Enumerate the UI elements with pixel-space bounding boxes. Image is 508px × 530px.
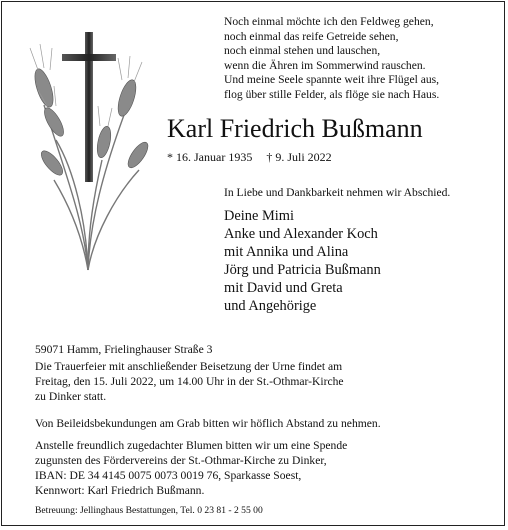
notice-line: zu Dinker statt. <box>35 390 107 403</box>
funeral-notice <box>35 359 344 404</box>
cross-with-wheat-icon <box>24 20 159 285</box>
notice-line: Die Trauerfeier mit anschließender Beisetzung der Urne findet am <box>35 360 343 373</box>
death-date: † 9. Juli 2022 <box>266 150 332 164</box>
notice-line: Kennwort: Karl Friedrich Bußmann. <box>35 484 205 497</box>
notice-line: Freitag, den 15. Juli 2022, um 14.00 Uhr in der St.-Othmar-Kirche <box>35 375 344 388</box>
mourner-line: mit David und Greta <box>224 280 343 296</box>
mourner-line: Anke und Alexander Koch <box>224 226 378 242</box>
deceased-name: Karl Friedrich Bußmann <box>167 114 423 143</box>
address: 59071 Hamm, Frielinghauser Straße 3 <box>35 343 213 356</box>
mourners-list <box>224 207 381 315</box>
poem-line: wenn die Ähren im Sommerwind rauschen. <box>224 58 426 72</box>
mourner-line: und Angehörige <box>224 298 317 314</box>
poem-line: noch einmal stehen und lauschen, <box>224 44 381 58</box>
mourner-line: Jörg und Patricia Bußmann <box>224 262 381 278</box>
poem-line: flog über stille Felder, als flöge sie nach Haus. <box>224 87 440 101</box>
poem-line: Und meine Seele spannte weit ihre Flügel aus, <box>224 73 440 87</box>
mourner-line: mit Annika und Alina <box>224 244 349 260</box>
obituary-card <box>1 1 505 526</box>
condolence-notice <box>35 416 381 431</box>
poem <box>224 15 439 103</box>
poem-line: noch einmal das reife Getreide sehen, <box>224 29 399 43</box>
funeral-service-info: Betreuung: Jellinghaus Bestattungen, Tel. 0 23 81 - 2 55 00 <box>35 505 263 516</box>
life-dates <box>167 150 346 165</box>
notice-line: zugunsten des Fördervereins der St.-Othmar-Kirche zu Dinker, <box>35 454 327 467</box>
mourner-line: Deine Mimi <box>224 208 294 224</box>
notice-line: Von Beileidsbekundungen am Grab bitten wir höflich Abstand zu nehmen. <box>35 417 381 430</box>
birth-date: * 16. Januar 1935 <box>167 150 253 164</box>
farewell-text: In Liebe und Dankbarkeit nehmen wir Abschied. <box>224 186 451 199</box>
poem-line: Noch einmal möchte ich den Feldweg gehen, <box>224 15 434 28</box>
notice-line: Anstelle freundlich zugedachter Blumen bitten wir um eine Spende <box>35 439 348 452</box>
donation-notice <box>35 438 347 498</box>
notice-line: IBAN: DE 34 4145 0075 0073 0019 76, Sparkasse Soest, <box>35 469 302 482</box>
